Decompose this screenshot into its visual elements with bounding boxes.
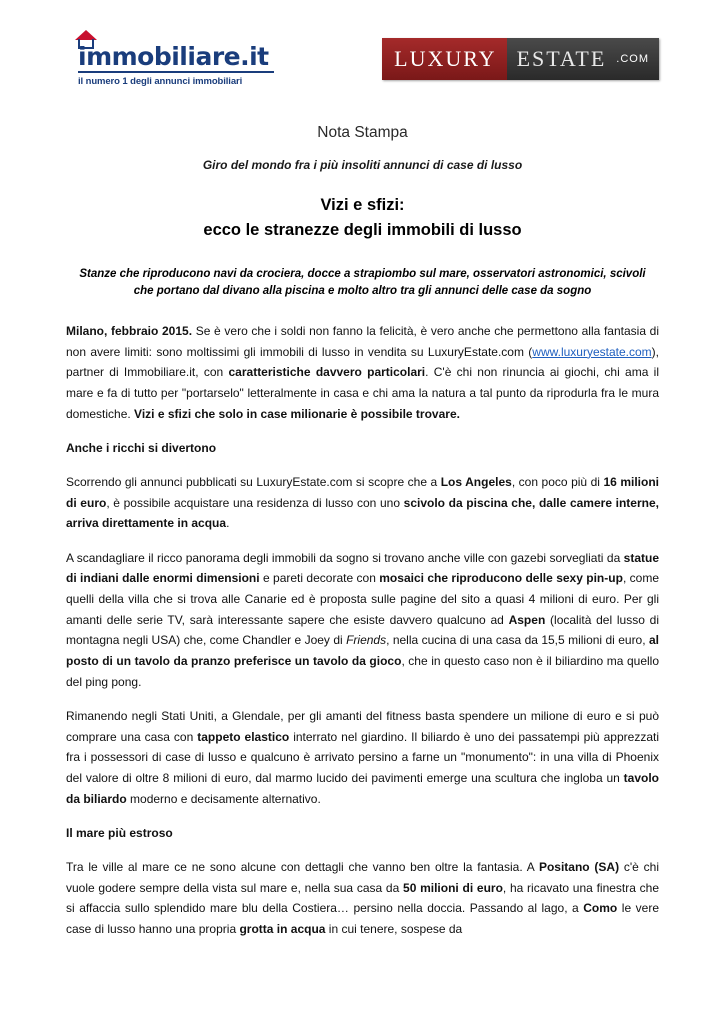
document-subtitle: Giro del mondo fra i più insoliti annunci di case di lusso xyxy=(202,158,523,172)
page-title xyxy=(66,193,659,243)
document-kicker: Nota Stampa xyxy=(317,124,408,141)
luxuryestate-link[interactable]: www.luxuryestate.com xyxy=(532,344,652,359)
paragraph-3: A scandagliare il ricco panorama degli immobili da sogno si trovano anche ville con gazebi sorvegliati da statue di indiani dalle enormi dimensioni e pareti decorate con mosaici che riproducono delle sexy pin-up, come quelli della villa che si trova alle Canarie ed è proposta sulle pagine del sito a quasi 4 milioni di euro. Per gli amanti delle serie TV, sarà interessante sapere che esiste davvero qualcuno ad Aspen (località del lusso di montagna negli USA) che, come Chandler e Joey di Friends, nella cucina di una casa da 15,5 milioni di euro, al posto di un tavolo da pranzo preferisce un tavolo da gioco, che in questo caso non è il biliardino ma quello del ping pong. xyxy=(66,550,660,689)
document-standfirst: Stanze che riproducono navi da crociera, docce a strapiombo sul mare, osservatori astronomici, scivoli che portano dal divano alla piscina e molto altro tra gli annunci delle case da sogno xyxy=(79,267,646,298)
luxury-word-estate: ESTATE xyxy=(507,38,615,80)
paragraph-2: Scorrendo gli annunci pubblicati su LuxuryEstate.com si scopre che a Los Angeles, con poco più di 16 milioni di euro, è possibile acquistare una residenza di lusso con uno scivolo da piscina che, dalle camere interne, arriva direttamente in acqua. xyxy=(66,474,660,531)
logo-divider xyxy=(78,71,274,73)
paragraph-4: Rimanendo negli Stati Uniti, a Glendale, per gli amanti del fitness basta spendere un milione di euro e si può comprare una casa con tappeto elastico interrato nel giardino. Il biliardo è uno dei passatempi più apprezzati fra i possessori di case di lusso e qualcuno è arrivato persino a farne un "monumento": in una villa di Phoenix del valore di oltre 8 milioni di euro, dal marmo lucido dei pavimenti emerge una scultura che ingloba un tavolo da biliardo moderno e decisamente alternativo. xyxy=(66,709,659,806)
paragraph-5: Tra le ville al mare ce ne sono alcune con dettagli che vanno ben oltre la fantasia. A Positano (SA) c'è chi vuole godere sempre della vista sul mare e, nella sua casa da 50 milioni di euro, ha ricavato una finestra che si affaccia sullo splendido mare blu della Costiera… persino nella doccia. Passando al lago, a Como le vere case di lusso hanno una propria grotta in acqua in cui tenere, sospese da xyxy=(66,859,660,936)
immobiliare-logo-name: immobiliare.it xyxy=(78,42,269,71)
header-logos xyxy=(66,34,659,102)
document-body xyxy=(66,321,659,939)
section-heading-2: Il mare più estroso xyxy=(66,826,173,841)
luxury-word-luxury: LUXURY xyxy=(382,38,506,80)
page-title-line-2: ecco le stranezze degli immobili di lusso xyxy=(203,220,522,239)
luxury-word-dotcom: .COM xyxy=(614,38,659,80)
luxury-estate-logo xyxy=(382,38,659,80)
immobiliare-logo-tagline: il numero 1 degli annunci immobiliari xyxy=(78,76,243,87)
house-icon xyxy=(75,30,97,50)
immobiliare-logo xyxy=(78,44,288,87)
paragraph-lead: Milano, febbraio 2015. Se è vero che i soldi non fanno la felicità, è vero anche che permettono alla fantasia di non avere limiti: sono moltissimi gli immobili di lusso in vendita su LuxuryEstate.com (www.luxuryestate.com), partner di Immobiliare.it, con caratteristiche davvero particolari. C'è chi non rinuncia ai giochi, chi ama il mare e fa di tutto per "portarselo" letteralmente in casa e chi ama la natura a tal punto da riprodurla fra le mura domestiche. Vizi e sfizi che solo in case milionarie è possibile trovare. xyxy=(66,324,660,421)
page-title-line-1: Vizi e sfizi: xyxy=(320,196,405,214)
section-heading-1: Anche i ricchi si divertono xyxy=(66,441,217,456)
